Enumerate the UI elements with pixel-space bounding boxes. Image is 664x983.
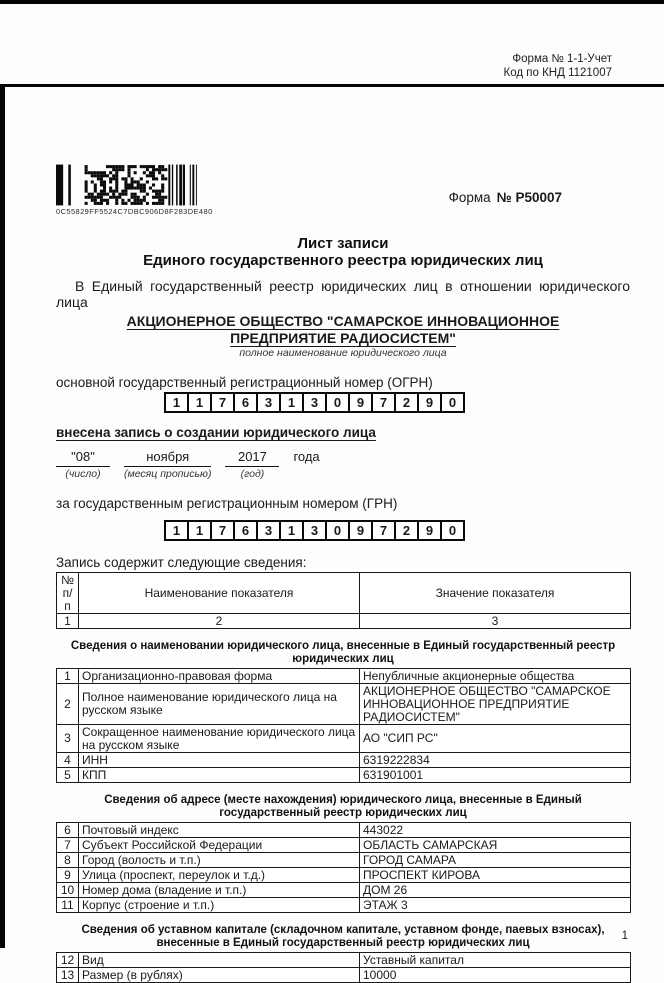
form-number-value: № Р50007 — [496, 190, 562, 205]
document-content — [56, 87, 630, 983]
table-row — [57, 684, 631, 725]
table-row — [57, 753, 631, 768]
record-date-day-value: "08" — [56, 449, 110, 467]
grn-digit: 2 — [394, 522, 417, 539]
record-date-year — [225, 449, 279, 480]
grn-digit: 7 — [210, 522, 233, 539]
section-table-3 — [56, 952, 631, 983]
grn-digit: 3 — [302, 522, 325, 539]
row-number: 13 — [57, 968, 79, 983]
grn-digit: 9 — [348, 522, 371, 539]
row-number: 4 — [57, 753, 79, 768]
row-name: Полное наименование юридического лица на русском языке — [79, 684, 360, 725]
row-name: Вид — [79, 953, 360, 968]
record-date-suffix: года — [293, 449, 320, 464]
ogrn-digit: 9 — [348, 394, 371, 411]
barcode-block — [56, 164, 213, 216]
row-number: 9 — [57, 868, 79, 883]
row-name: ИНН — [79, 753, 360, 768]
main-header-num — [57, 573, 79, 614]
table-row — [57, 898, 631, 913]
section-title-1: Сведения о наименовании юридического лица, внесенные в Единый государственный реестр юридических лиц — [70, 640, 616, 665]
grn-digit: 1 — [187, 522, 210, 539]
record-date-day — [56, 449, 110, 480]
grn-digit: 0 — [325, 522, 348, 539]
row-name: Организационно-правовая форма — [79, 669, 360, 684]
record-contains-label: Запись содержит следующие сведения: — [56, 555, 307, 570]
ogrn-digit: 7 — [371, 394, 394, 411]
barcode-icon — [56, 164, 201, 206]
row-value: 6319222834 — [360, 753, 631, 768]
row-number: 7 — [57, 838, 79, 853]
table-row — [57, 853, 631, 868]
table-row — [57, 968, 631, 983]
row-value: ДОМ 26 — [360, 883, 631, 898]
ogrn-digit: 1 — [279, 394, 302, 411]
row-name: Субъект Российской Федерации — [79, 838, 360, 853]
ogrn-digit: 9 — [417, 394, 440, 411]
form-reference-block — [504, 52, 612, 80]
grn-digit: 9 — [417, 522, 440, 539]
record-date-year-value: 2017 — [225, 449, 279, 467]
row-number: 8 — [57, 853, 79, 868]
table-row — [57, 883, 631, 898]
row-name: Номер дома (владение и т.п.) — [79, 883, 360, 898]
company-name-line2: ПРЕДПРИЯТИЕ РАДИОСИСТЕМ" — [230, 329, 456, 346]
row-number: 2 — [57, 684, 79, 725]
company-name-caption: полное наименование юридического лица — [239, 347, 447, 359]
row-name: КПП — [79, 768, 360, 783]
ogrn-digit: 0 — [325, 394, 348, 411]
row-value: АО "СИП РС" — [360, 725, 631, 753]
row-value: 443022 — [360, 823, 631, 838]
document-title — [56, 235, 630, 269]
row-name: Корпус (строение и т.п.) — [79, 898, 360, 913]
ogrn-label: основной государственный регистрационный номер (ОГРН) — [56, 375, 433, 390]
table-row — [57, 953, 631, 968]
record-date-month — [124, 449, 211, 480]
grn-digit: 3 — [256, 522, 279, 539]
main-header-num-line1: № — [61, 572, 74, 587]
ogrn-digit: 7 — [210, 394, 233, 411]
row-number: 1 — [57, 669, 79, 684]
page-left-border — [0, 87, 5, 948]
main-header-row — [57, 573, 631, 614]
document-title-line2: Единого государственного реестра юридических лиц — [143, 252, 543, 269]
page-top-border — [0, 0, 664, 4]
main-index-1: 1 — [57, 614, 79, 629]
row-value: ОБЛАСТЬ САМАРСКАЯ — [360, 838, 631, 853]
section-table-1 — [56, 668, 631, 783]
row-name: Город (волость и т.п.) — [79, 853, 360, 868]
form-number-label: Форма — [448, 190, 491, 205]
form-number — [449, 190, 562, 205]
main-header-num-line2: п/п — [62, 585, 73, 613]
record-date-year-caption: (год) — [240, 468, 265, 480]
grn-digit: 1 — [279, 522, 302, 539]
table-row — [57, 823, 631, 838]
table-row — [57, 838, 631, 853]
record-statement: внесена запись о создании юридического лица — [56, 425, 376, 440]
ogrn-digit: 2 — [394, 394, 417, 411]
table-row — [57, 669, 631, 684]
main-header-name: Наименование показателя — [79, 573, 360, 614]
row-number: 10 — [57, 883, 79, 898]
barcode-row — [56, 164, 630, 216]
ogrn-digit: 1 — [172, 395, 181, 410]
main-index-row — [57, 614, 631, 629]
company-name-block — [56, 313, 630, 359]
grn-digit: 0 — [440, 522, 463, 539]
ogrn-digit: 0 — [440, 394, 463, 411]
row-number: 3 — [57, 725, 79, 753]
grn-digit-boxes — [164, 520, 465, 541]
ogrn-digit: 3 — [256, 394, 279, 411]
table-row — [57, 768, 631, 783]
row-name: Размер (в рублях) — [79, 968, 360, 983]
row-value: ГОРОД САМАРА — [360, 853, 631, 868]
record-date-month-value: ноября — [124, 449, 211, 467]
company-name-line1: АКЦИОНЕРНОЕ ОБЩЕСТВО "САМАРСКОЕ ИННОВАЦИОННОЕ — [126, 313, 560, 329]
row-value: ПРОСПЕКТ КИРОВА — [360, 868, 631, 883]
ogrn-digit: 1 — [187, 394, 210, 411]
record-date-day-caption: (число) — [65, 468, 101, 480]
grn-digit: 6 — [233, 522, 256, 539]
form-reference-line: Форма № 1-1-Учет — [512, 53, 612, 65]
main-index-2: 2 — [79, 614, 360, 629]
table-row — [57, 725, 631, 753]
record-date-month-caption: (месяц прописью) — [124, 468, 212, 480]
record-date — [56, 449, 630, 480]
sections-container — [56, 640, 630, 983]
barcode-text: 0C55829FF5524C7DBC906D8F283DE480 — [56, 207, 213, 216]
row-value: 631901001 — [360, 768, 631, 783]
ogrn-digit-boxes — [164, 392, 465, 413]
grn-digit: 7 — [371, 522, 394, 539]
page-number: 1 — [621, 930, 628, 942]
row-name: Улица (проспект, переулок и т.д.) — [79, 868, 360, 883]
row-value: 10000 — [360, 968, 631, 983]
row-name: Почтовый индекс — [79, 823, 360, 838]
row-value: ЭТАЖ 3 — [360, 898, 631, 913]
row-value: Уставный капитал — [360, 953, 631, 968]
main-index-3: 3 — [360, 614, 631, 629]
main-header-table — [56, 572, 631, 629]
main-header-value: Значение показателя — [360, 573, 631, 614]
ogrn-digit: 3 — [302, 394, 325, 411]
table-row — [57, 868, 631, 883]
document-title-line1: Лист записи — [297, 235, 389, 252]
row-name: Сокращенное наименование юридического лица на русском языке — [79, 725, 360, 753]
row-value: АКЦИОНЕРНОЕ ОБЩЕСТВО "САМАРСКОЕ ИННОВАЦИОННОЕ ПРЕДПРИЯТИЕ РАДИОСИСТЕМ" — [360, 684, 631, 725]
row-number: 11 — [57, 898, 79, 913]
ogrn-digit: 6 — [233, 394, 256, 411]
row-value: Непубличные акционерные общества — [360, 669, 631, 684]
section-title-2: Сведения об адресе (месте нахождения) юридического лица, внесенные в Единый государственный реестр юридических лиц — [104, 794, 582, 819]
section-table-2 — [56, 822, 631, 913]
intro-paragraph: В Единый государственный реестр юридических лиц в отношении юридического лица — [56, 278, 630, 310]
row-number: 12 — [57, 953, 79, 968]
row-number: 5 — [57, 768, 79, 783]
knd-code-line: Код по КНД 1121007 — [503, 67, 612, 79]
grn-digit: 1 — [172, 523, 181, 538]
section-title-3: Сведения об уставном капитале (складочном капитале, уставном фонде, паевых взносах), внесенные в Единый государственный реестр юридических лиц — [81, 924, 605, 949]
grn-label: за государственным регистрационным номером (ГРН) — [56, 496, 398, 511]
row-number: 6 — [57, 823, 79, 838]
